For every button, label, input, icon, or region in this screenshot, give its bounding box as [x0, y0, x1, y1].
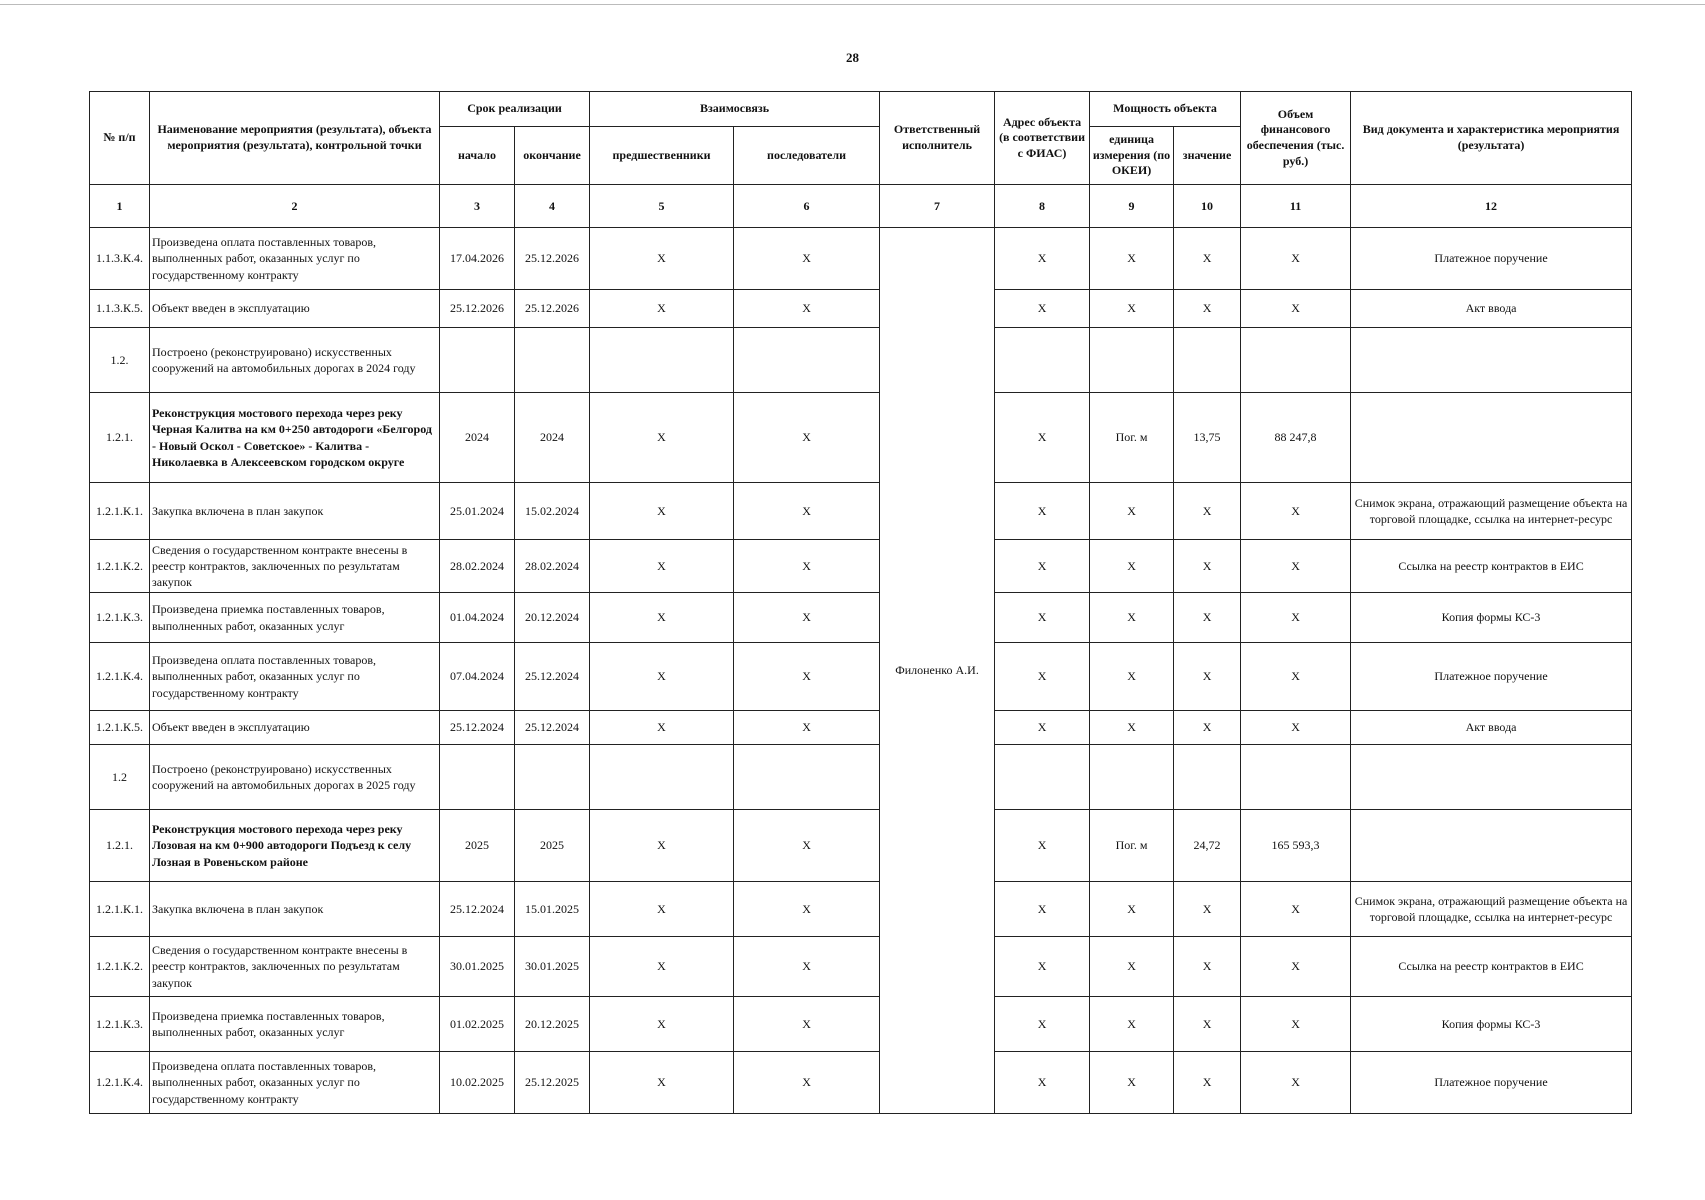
row-doc: Платежное поручение — [1351, 643, 1632, 711]
col-number: 3 — [440, 185, 515, 228]
row-unit: X — [1090, 711, 1174, 745]
row-value: X — [1174, 882, 1241, 937]
row-name: Произведена приемка поставленных товаров, выполненных работ, оказанных услуг — [150, 997, 440, 1052]
row-pred: X — [590, 882, 734, 937]
row-volume: X — [1241, 882, 1351, 937]
page-number: 28 — [846, 50, 859, 65]
header-volume: Объем финансового обеспечения (тыс. руб.) — [1241, 92, 1351, 185]
row-value: X — [1174, 593, 1241, 643]
row-number: 1.2 — [90, 745, 150, 810]
row-value — [1174, 745, 1241, 810]
row-address: X — [995, 483, 1090, 540]
row-pred: X — [590, 1052, 734, 1114]
row-volume: X — [1241, 593, 1351, 643]
row-pred: X — [590, 593, 734, 643]
row-pred: X — [590, 937, 734, 997]
row-unit: X — [1090, 643, 1174, 711]
row-address: X — [995, 937, 1090, 997]
row-number: 1.2.1. — [90, 393, 150, 483]
row-name: Произведена оплата поставленных товаров, выполненных работ, оказанных услуг по государственному контракту — [150, 643, 440, 711]
row-name: Произведена приемка поставленных товаров, выполненных работ, оказанных услуг — [150, 593, 440, 643]
table-row — [90, 745, 1632, 810]
row-unit: X — [1090, 1052, 1174, 1114]
row-address: X — [995, 810, 1090, 882]
header-start: начало — [440, 127, 515, 185]
row-start: 07.04.2024 — [440, 643, 515, 711]
column-number-row — [90, 185, 1632, 228]
row-volume: 88 247,8 — [1241, 393, 1351, 483]
row-succ: X — [734, 937, 880, 997]
row-pred: X — [590, 711, 734, 745]
row-address: X — [995, 882, 1090, 937]
row-address: X — [995, 643, 1090, 711]
row-value: X — [1174, 290, 1241, 328]
row-doc: Снимок экрана, отражающий размещение объекта на торговой площадке, ссылка на интернет-ресурс — [1351, 882, 1632, 937]
row-start: 2024 — [440, 393, 515, 483]
row-unit: X — [1090, 228, 1174, 290]
row-end — [515, 328, 590, 393]
col-number: 10 — [1174, 185, 1241, 228]
row-pred: X — [590, 540, 734, 593]
row-start: 30.01.2025 — [440, 937, 515, 997]
table-row — [90, 997, 1632, 1052]
row-name: Произведена оплата поставленных товаров, выполненных работ, оказанных услуг по государственному контракту — [150, 1052, 440, 1114]
row-volume: X — [1241, 228, 1351, 290]
table-row — [90, 228, 1632, 290]
col-number: 12 — [1351, 185, 1632, 228]
col-number: 4 — [515, 185, 590, 228]
row-start: 28.02.2024 — [440, 540, 515, 593]
header-name: Наименование мероприятия (результата), объекта мероприятия (результата), контрольной точки — [150, 92, 440, 185]
row-doc — [1351, 745, 1632, 810]
row-number: 1.2.1.К.2. — [90, 937, 150, 997]
row-value: X — [1174, 483, 1241, 540]
header-power: Мощность объекта — [1090, 92, 1241, 127]
row-number: 1.2.1.К.5. — [90, 711, 150, 745]
row-end: 25.12.2026 — [515, 228, 590, 290]
row-unit: Пог. м — [1090, 393, 1174, 483]
row-unit: X — [1090, 290, 1174, 328]
header-link: Взаимосвязь — [590, 92, 880, 127]
row-unit: X — [1090, 483, 1174, 540]
table-row — [90, 540, 1632, 593]
row-name: Сведения о государственном контракте внесены в реестр контрактов, заключенных по результатам закупок — [150, 937, 440, 997]
row-succ: X — [734, 810, 880, 882]
row-start: 25.12.2024 — [440, 711, 515, 745]
row-address — [995, 328, 1090, 393]
table-row — [90, 393, 1632, 483]
row-succ: X — [734, 882, 880, 937]
row-address: X — [995, 1052, 1090, 1114]
row-name: Объект введен в эксплуатацию — [150, 290, 440, 328]
table-row — [90, 882, 1632, 937]
row-end: 30.01.2025 — [515, 937, 590, 997]
header-address: Адрес объекта (в соответствии с ФИАС) — [995, 92, 1090, 185]
row-start — [440, 745, 515, 810]
row-volume: X — [1241, 1052, 1351, 1114]
row-name: Закупка включена в план закупок — [150, 483, 440, 540]
col-number: 2 — [150, 185, 440, 228]
row-address — [995, 745, 1090, 810]
row-number: 1.2.1.К.1. — [90, 882, 150, 937]
table-row — [90, 711, 1632, 745]
row-succ: X — [734, 393, 880, 483]
row-number: 1.2.1.К.4. — [90, 643, 150, 711]
row-value: X — [1174, 228, 1241, 290]
header-responsible: Ответственный исполнитель — [880, 92, 995, 185]
row-start: 17.04.2026 — [440, 228, 515, 290]
header-unit: единица измерения (по ОКЕИ) — [1090, 127, 1174, 185]
row-pred — [590, 328, 734, 393]
table-row — [90, 643, 1632, 711]
row-end: 20.12.2024 — [515, 593, 590, 643]
row-unit: X — [1090, 997, 1174, 1052]
row-doc — [1351, 810, 1632, 882]
row-name: Реконструкция мостового перехода через реку Черная Калитва на км 0+250 автодороги «Белгород - Новый Оскол - Советское» - Калитва - Николаевка в Алексеевском городском округе — [150, 393, 440, 483]
row-volume — [1241, 328, 1351, 393]
row-doc — [1351, 328, 1632, 393]
row-doc: Ссылка на реестр контрактов в ЕИС — [1351, 937, 1632, 997]
row-value: 24,72 — [1174, 810, 1241, 882]
row-name: Произведена оплата поставленных товаров, выполненных работ, оказанных услуг по государственному контракту — [150, 228, 440, 290]
row-pred: X — [590, 393, 734, 483]
col-number: 5 — [590, 185, 734, 228]
top-border-line — [0, 4, 1705, 5]
row-succ: X — [734, 483, 880, 540]
row-pred: X — [590, 810, 734, 882]
row-end: 2024 — [515, 393, 590, 483]
row-start: 25.12.2024 — [440, 882, 515, 937]
row-unit: X — [1090, 593, 1174, 643]
row-doc: Акт ввода — [1351, 711, 1632, 745]
row-start: 2025 — [440, 810, 515, 882]
row-address: X — [995, 540, 1090, 593]
row-number: 1.1.3.К.4. — [90, 228, 150, 290]
row-start: 10.02.2025 — [440, 1052, 515, 1114]
row-name: Построено (реконструировано) искусственных сооружений на автомобильных дорогах в 2025 году — [150, 745, 440, 810]
row-end: 25.12.2025 — [515, 1052, 590, 1114]
row-pred: X — [590, 228, 734, 290]
row-name: Построено (реконструировано) искусственных сооружений на автомобильных дорогах в 2024 году — [150, 328, 440, 393]
header-doc: Вид документа и характеристика мероприятия (результата) — [1351, 92, 1632, 185]
row-pred: X — [590, 290, 734, 328]
col-number: 11 — [1241, 185, 1351, 228]
header-succ: последователи — [734, 127, 880, 185]
responsible-person: Филоненко А.И. — [880, 228, 995, 1114]
row-unit: X — [1090, 937, 1174, 997]
row-succ — [734, 328, 880, 393]
row-volume: 165 593,3 — [1241, 810, 1351, 882]
row-value: X — [1174, 540, 1241, 593]
row-number: 1.2.1.К.4. — [90, 1052, 150, 1114]
row-end: 25.12.2024 — [515, 643, 590, 711]
row-start: 25.12.2026 — [440, 290, 515, 328]
row-name: Закупка включена в план закупок — [150, 882, 440, 937]
row-number: 1.2.1. — [90, 810, 150, 882]
row-succ: X — [734, 290, 880, 328]
row-address: X — [995, 290, 1090, 328]
row-unit: X — [1090, 540, 1174, 593]
row-number: 1.2.1.К.2. — [90, 540, 150, 593]
row-value — [1174, 328, 1241, 393]
table-row — [90, 937, 1632, 997]
row-succ: X — [734, 1052, 880, 1114]
row-start — [440, 328, 515, 393]
row-start: 01.02.2025 — [440, 997, 515, 1052]
row-succ: X — [734, 540, 880, 593]
row-value: X — [1174, 937, 1241, 997]
row-value: 13,75 — [1174, 393, 1241, 483]
row-succ: X — [734, 593, 880, 643]
col-number: 1 — [90, 185, 150, 228]
row-succ: X — [734, 228, 880, 290]
row-pred: X — [590, 483, 734, 540]
row-number: 1.2.1.К.1. — [90, 483, 150, 540]
row-volume: X — [1241, 643, 1351, 711]
row-end: 2025 — [515, 810, 590, 882]
table-row — [90, 290, 1632, 328]
row-volume — [1241, 745, 1351, 810]
row-name: Реконструкция мостового перехода через реку Лозовая на км 0+900 автодороги Подъезд к селу Лозная в Ровеньском районе — [150, 810, 440, 882]
row-number: 1.1.3.К.5. — [90, 290, 150, 328]
row-succ: X — [734, 643, 880, 711]
header-num: № п/п — [90, 92, 150, 185]
row-start: 01.04.2024 — [440, 593, 515, 643]
row-volume: X — [1241, 711, 1351, 745]
row-succ: X — [734, 997, 880, 1052]
row-succ: X — [734, 711, 880, 745]
row-doc: Платежное поручение — [1351, 1052, 1632, 1114]
row-unit — [1090, 745, 1174, 810]
row-name: Объект введен в эксплуатацию — [150, 711, 440, 745]
row-volume: X — [1241, 540, 1351, 593]
row-volume: X — [1241, 997, 1351, 1052]
table-row — [90, 810, 1632, 882]
row-end: 15.02.2024 — [515, 483, 590, 540]
row-value: X — [1174, 711, 1241, 745]
row-succ — [734, 745, 880, 810]
row-value: X — [1174, 997, 1241, 1052]
table-row — [90, 593, 1632, 643]
row-address: X — [995, 997, 1090, 1052]
row-start: 25.01.2024 — [440, 483, 515, 540]
header-pred: предшественники — [590, 127, 734, 185]
row-doc: Акт ввода — [1351, 290, 1632, 328]
row-number: 1.2.1.К.3. — [90, 997, 150, 1052]
col-number: 8 — [995, 185, 1090, 228]
row-number: 1.2.1.К.3. — [90, 593, 150, 643]
row-address: X — [995, 593, 1090, 643]
row-unit — [1090, 328, 1174, 393]
row-unit: X — [1090, 882, 1174, 937]
row-volume: X — [1241, 483, 1351, 540]
row-number: 1.2. — [90, 328, 150, 393]
row-unit: Пог. м — [1090, 810, 1174, 882]
row-end: 28.02.2024 — [515, 540, 590, 593]
row-doc: Снимок экрана, отражающий размещение объекта на торговой площадке, ссылка на интернет-ресурс — [1351, 483, 1632, 540]
row-value: X — [1174, 1052, 1241, 1114]
header-period: Срок реализации — [440, 92, 590, 127]
row-end: 25.12.2026 — [515, 290, 590, 328]
row-volume: X — [1241, 290, 1351, 328]
header-end: окончание — [515, 127, 590, 185]
plan-table — [89, 91, 1632, 1114]
row-address: X — [995, 711, 1090, 745]
row-volume: X — [1241, 937, 1351, 997]
row-doc: Копия формы КС-3 — [1351, 593, 1632, 643]
row-value: X — [1174, 643, 1241, 711]
row-pred — [590, 745, 734, 810]
col-number: 7 — [880, 185, 995, 228]
row-end: 25.12.2024 — [515, 711, 590, 745]
col-number: 9 — [1090, 185, 1174, 228]
row-end: 20.12.2025 — [515, 997, 590, 1052]
header-value: значение — [1174, 127, 1241, 185]
row-doc — [1351, 393, 1632, 483]
table-row — [90, 328, 1632, 393]
row-address: X — [995, 393, 1090, 483]
row-end: 15.01.2025 — [515, 882, 590, 937]
row-pred: X — [590, 997, 734, 1052]
row-name: Сведения о государственном контракте внесены в реестр контрактов, заключенных по результатам закупок — [150, 540, 440, 593]
row-end — [515, 745, 590, 810]
table-row — [90, 1052, 1632, 1114]
col-number: 6 — [734, 185, 880, 228]
row-doc: Копия формы КС-3 — [1351, 997, 1632, 1052]
table-row — [90, 483, 1632, 540]
row-doc: Платежное поручение — [1351, 228, 1632, 290]
row-pred: X — [590, 643, 734, 711]
row-doc: Ссылка на реестр контрактов в ЕИС — [1351, 540, 1632, 593]
row-address: X — [995, 228, 1090, 290]
